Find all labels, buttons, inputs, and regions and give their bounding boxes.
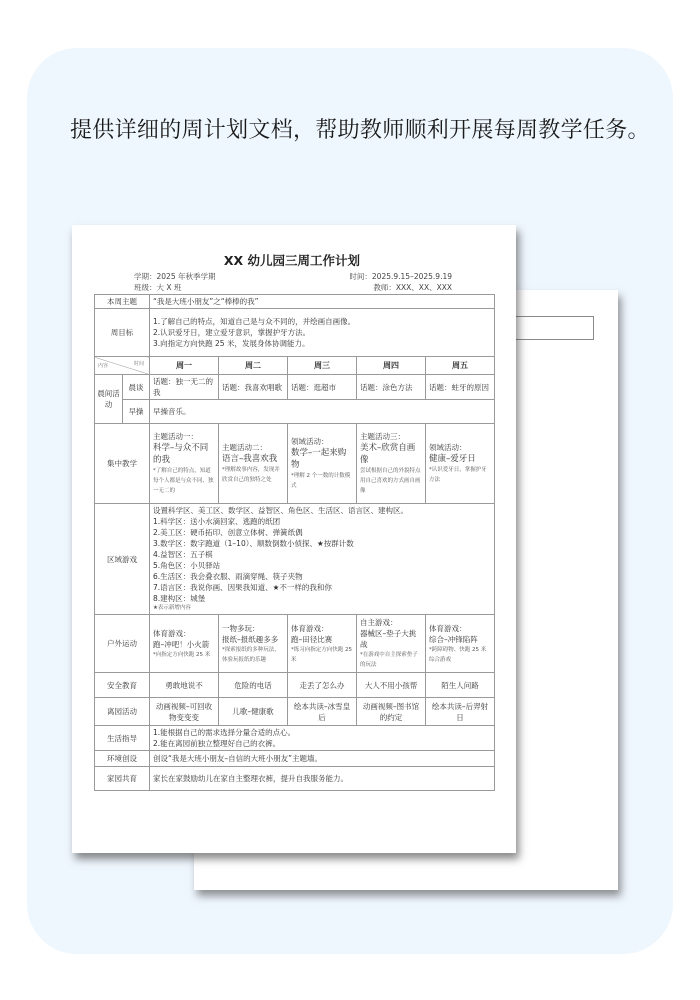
goals-row bbox=[95, 309, 495, 357]
leaving-row bbox=[95, 698, 495, 726]
day-header: 周四 bbox=[357, 357, 426, 375]
leaving-cell: 动画视频–可回收物变变变 bbox=[150, 698, 219, 726]
outdoor-cell bbox=[150, 615, 219, 673]
teaching-head: 领域活动： bbox=[291, 437, 329, 446]
outdoor-note: *探索报纸的多种玩法，体验玩报纸的乐趣 bbox=[222, 646, 280, 663]
day-header: 周二 bbox=[219, 357, 288, 375]
theme-value: “我是大班小朋友”之“棒棒的我” bbox=[150, 295, 495, 309]
teaching-note: 尝试根据自己的外貌特点用自己喜欢的方式画自画像 bbox=[360, 468, 421, 494]
teaching-title: 数学–一起来购物 bbox=[291, 448, 347, 470]
outdoor-title: 跑–冲吧！小火箭 bbox=[153, 639, 210, 649]
area-games-intro: 设置科学区、美工区、数学区、益智区、角色区、生活区、语言区、建构区。 bbox=[153, 506, 408, 515]
home-row bbox=[95, 767, 495, 791]
outdoor-label: 户外运动 bbox=[95, 615, 150, 673]
outdoor-note: *跨障碍物、快跑 25 米综合游戏 bbox=[429, 646, 487, 663]
outdoor-head: 自主游戏： bbox=[360, 618, 398, 627]
area-game-item: 7.语言区：我说你画、因果我知道、★不一样的我和你 bbox=[153, 583, 332, 592]
outdoor-cell bbox=[288, 615, 357, 673]
outdoor-note: *练习向指定方向快跑 25 米 bbox=[291, 646, 352, 663]
home-value: 家长在家鼓励幼儿在家自主整理衣裤，提升自我服务能力。 bbox=[150, 767, 495, 791]
class-label: 班级：大 X 班 bbox=[134, 283, 182, 292]
outdoor-title: 报纸–报纸趣多多 bbox=[222, 634, 279, 644]
area-game-item: 5.角色区：小贝驿站 bbox=[153, 561, 221, 570]
outdoor-row bbox=[95, 615, 495, 673]
leaving-cell: 儿歌–健康歌 bbox=[219, 698, 288, 726]
area-game-item: 3.数学区：数字跑道（1–10）、顺数倒数小侦探、★按群计数 bbox=[153, 539, 354, 548]
teaching-title: 美术–欣赏自画像 bbox=[360, 443, 416, 465]
area-game-item: 1.科学区：送小水滴回家、逃跑的纸团 bbox=[153, 517, 281, 526]
area-game-item: 2.美工区：硬币拓印、创意立体树、弹簧纸偶 bbox=[153, 528, 303, 537]
teaching-note: *认识爱牙日，掌握护牙方法 bbox=[429, 467, 487, 483]
teaching-title: 科学–与众不同的我 bbox=[153, 443, 209, 465]
area-games-label: 区域游戏 bbox=[95, 504, 150, 615]
leaving-cell: 绘本共读–冰雪皇后 bbox=[288, 698, 357, 726]
teaching-title: 语言–我喜欢我 bbox=[222, 454, 278, 464]
safety-label: 安全教育 bbox=[95, 673, 150, 698]
safety-cell: 勇敢地说不 bbox=[150, 673, 219, 698]
leaving-cell: 绘本共读–后羿射日 bbox=[426, 698, 495, 726]
environment-value: 创设“我是大班小朋友–自信的大班小朋友”主题墙。 bbox=[150, 751, 495, 767]
safety-cell: 大人不用小孩帮 bbox=[357, 673, 426, 698]
teaching-title: 健康–爱牙日 bbox=[429, 454, 476, 464]
home-label: 家园共育 bbox=[95, 767, 150, 791]
safety-cell: 陌生人问路 bbox=[426, 673, 495, 698]
life-row bbox=[95, 726, 495, 751]
environment-label: 环境创设 bbox=[95, 751, 150, 767]
headline: 提供详细的周计划文档，帮助教师顺利开展每周教学任务。 bbox=[70, 118, 650, 143]
day-header: 周五 bbox=[426, 357, 495, 375]
days-header-row bbox=[95, 357, 495, 375]
teaching-head: 主题活动三： bbox=[360, 432, 405, 441]
theme-row bbox=[95, 295, 495, 309]
front-document-page bbox=[72, 225, 516, 853]
outdoor-title: 综合–冲锋陷阵 bbox=[429, 634, 478, 644]
teacher-label: 教师：XXX、XX、XXX bbox=[373, 283, 452, 292]
goal-item: 1.了解自己的特点，知道自己是与众不同的，并绘画自画像。 bbox=[153, 317, 356, 326]
teaching-head: 领域活动： bbox=[429, 443, 467, 452]
outdoor-title: 跑–田径比赛 bbox=[291, 634, 333, 644]
area-game-item: 4.益智区：五子棋 bbox=[153, 550, 213, 559]
safety-cell: 走丢了怎么办 bbox=[288, 673, 357, 698]
life-content bbox=[150, 726, 495, 751]
header-time-label: 时间 bbox=[133, 361, 144, 367]
leaving-label: 离园活动 bbox=[95, 698, 150, 726]
goals-label: 周目标 bbox=[95, 309, 150, 357]
outdoor-note: *向指定方向快跑 25 米 bbox=[153, 651, 211, 658]
morning-talk-cell: 话题：逛超市 bbox=[288, 375, 357, 400]
day-header: 周三 bbox=[288, 357, 357, 375]
morning-talk-cell: 话题：蛀牙的原因 bbox=[426, 375, 495, 400]
day-header: 周一 bbox=[150, 357, 219, 375]
semester-label: 学期：2025 年秋季学期 bbox=[134, 272, 216, 281]
teaching-note: *了解自己的特点，知道每个人都是与众不同、独一无二的 bbox=[153, 468, 214, 494]
diagonal-header-cell bbox=[95, 357, 150, 375]
document-title: XX 幼儿园三周工作计划 bbox=[223, 253, 361, 268]
area-game-item: 8.建构区：城堡 bbox=[153, 594, 206, 603]
morning-exercise-label: 早操 bbox=[123, 400, 150, 424]
morning-talk-cell: 话题：涂色方法 bbox=[357, 375, 426, 400]
life-item: 1.能根据自己的需求选择分量合适的点心。 bbox=[153, 728, 296, 737]
teaching-cell bbox=[150, 424, 219, 504]
life-item: 2.能在离园前独立整理好自己的衣裤。 bbox=[153, 739, 281, 748]
teaching-row bbox=[95, 424, 495, 504]
teaching-head: 主题活动一： bbox=[153, 432, 198, 441]
theme-label: 本周主题 bbox=[95, 295, 150, 309]
safety-cell: 危险的电话 bbox=[219, 673, 288, 698]
teaching-note: *理解 2 个一数的计数模式 bbox=[291, 473, 351, 489]
goal-item: 3.向指定方向快跑 25 米，发展身体协调能力。 bbox=[153, 339, 310, 348]
area-games-row bbox=[95, 504, 495, 615]
safety-row bbox=[95, 673, 495, 698]
time-label: 时间：2025.9.15–2025.9.19 bbox=[349, 272, 452, 281]
environment-row bbox=[95, 751, 495, 767]
outdoor-note: *在游戏中自主探索垫子的玩法 bbox=[360, 652, 418, 668]
morning-talk-label: 晨谈 bbox=[123, 375, 150, 400]
weekly-plan-table bbox=[94, 294, 495, 791]
teaching-cell bbox=[357, 424, 426, 504]
teaching-label: 集中教学 bbox=[95, 424, 150, 504]
outdoor-head: 一物多玩： bbox=[222, 623, 260, 633]
leaving-cell: 动画视频–图书馆的约定 bbox=[357, 698, 426, 726]
header-content-label: 内容 bbox=[98, 363, 109, 369]
meta-row-2 bbox=[94, 282, 490, 293]
teaching-cell bbox=[288, 424, 357, 504]
area-game-item: 6.生活区：我会叠衣服、雨滴穿绳、筷子夹物 bbox=[153, 572, 303, 581]
meta-row-1 bbox=[94, 271, 490, 282]
area-games-footnote: ★表示新增内容 bbox=[153, 605, 191, 611]
area-games-content bbox=[150, 504, 495, 615]
morning-talk-cell: 话题：独一无二的我 bbox=[150, 375, 219, 400]
outdoor-head: 体育游戏： bbox=[429, 623, 467, 633]
teaching-cell bbox=[426, 424, 495, 504]
outdoor-head: 体育游戏： bbox=[153, 628, 191, 638]
morning-exercise-value: 早操音乐。 bbox=[150, 400, 495, 424]
goals-list bbox=[150, 309, 495, 357]
morning-talk-cell: 话题：我喜欢唱歌 bbox=[219, 375, 288, 400]
morning-activity-label: 晨间活动 bbox=[95, 375, 123, 424]
morning-talk-row bbox=[95, 375, 495, 400]
outdoor-cell bbox=[357, 615, 426, 673]
morning-exercise-row bbox=[95, 400, 495, 424]
outdoor-cell bbox=[219, 615, 288, 673]
outdoor-title: 器械区–垫子大挑战 bbox=[360, 629, 417, 649]
life-label: 生活指导 bbox=[95, 726, 150, 751]
teaching-head: 主题活动二： bbox=[222, 443, 267, 452]
teaching-cell bbox=[219, 424, 288, 504]
teaching-note: *理解故事内容，发现并欣赏自己的独特之处 bbox=[222, 467, 280, 483]
outdoor-head: 体育游戏： bbox=[291, 623, 329, 633]
goal-item: 2.认识爱牙日，建立爱牙意识，掌握护牙方法。 bbox=[153, 328, 311, 337]
outdoor-cell bbox=[426, 615, 495, 673]
